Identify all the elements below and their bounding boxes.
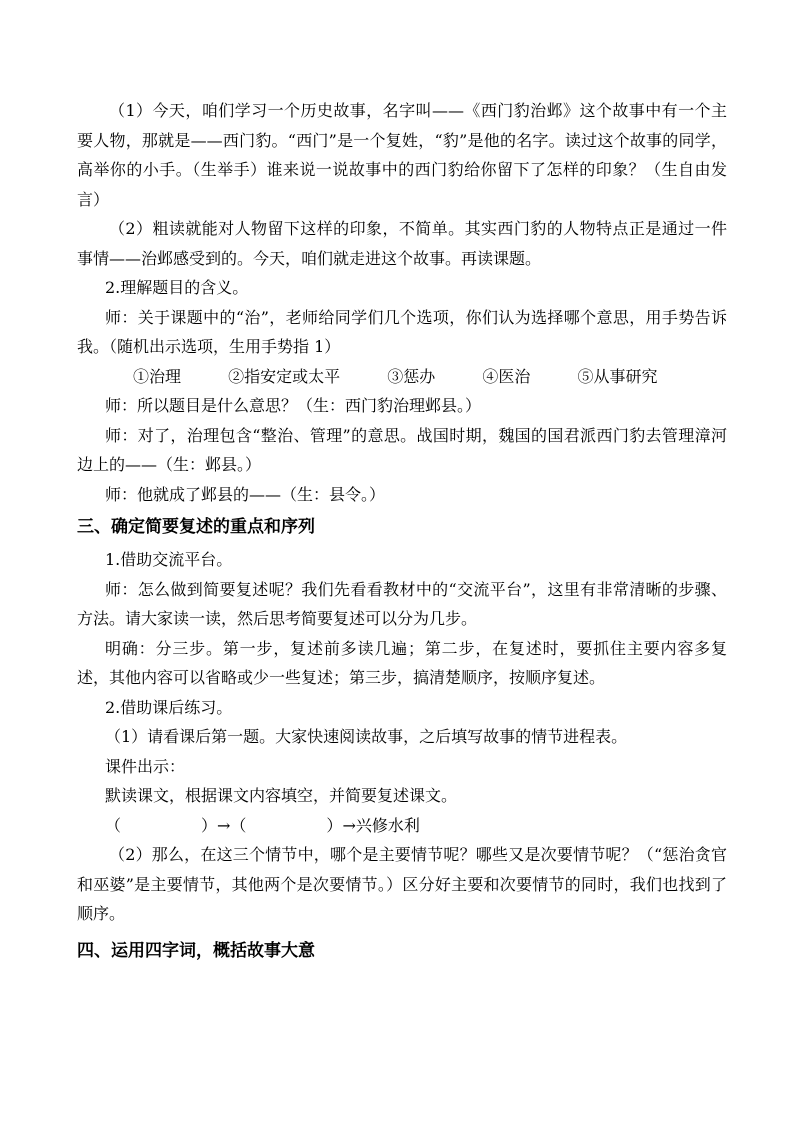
paragraph-courseware: 课件出示： [105, 756, 186, 776]
paragraph-intro-1: （1）今天，咱们学习一个历史故事，名字叫——《西门豹治邺》这个故事中有一个主要人物，那就是——西门豹。“西门”是一个复姓，“豹”是他的名字。读过这个故事的同学，高举你的小手。（生举手）谁来说一说故事中的西门豹给你留下了怎样的印象？（生自由发言） [77, 101, 727, 209]
plot-end: 兴修水利 [355, 815, 420, 835]
paragraph-title-meaning: 师：所以题目是什么意思？（生：西门豹治理邺县。） [105, 396, 482, 415]
paragraph-exercise-2: （2）那么，在这三个情节中，哪个是主要情节呢？哪些又是次要情节呢？（“惩治贪官和巫婆”是主要情节，其他两个是次要情节。）区分好主要和次要情节的同时，我们也找到了顺序。 [77, 845, 727, 923]
arrow-icon: → [217, 815, 231, 835]
options-list [77, 362, 727, 392]
section-heading-3: 三、确定简要复述的重点和序列 [77, 517, 315, 537]
arrow-icon: → [342, 815, 356, 835]
paragraph-exercise-1: （1）请看课后第一题。大家快速阅读故事，之后填写故事的情节进程表。 [105, 727, 628, 746]
blank-2: （ ） [230, 815, 343, 835]
plot-fill-row [77, 811, 727, 841]
step-platform-title: 1.借助交流平台。 [105, 550, 233, 569]
paragraph-teacher-question: 师：关于课题中的“治”，老师给同学们几个选项，你们认为选择哪个意思，用手势告诉我。（随机出示选项，生用手势指 1） [77, 307, 727, 356]
paragraph-governance: 师：对了，治理包含“整治、管理”的意思。战国时期，魏国的国君派西门豹去管理漳河边上的——（生：邺县。） [77, 425, 727, 474]
option-item: ③惩办 [387, 366, 436, 386]
step-exercise-title: 2.借助课后练习。 [105, 697, 233, 717]
option-item: ②指安定或太平 [228, 366, 341, 386]
step-understand-title: 2.理解题目的含义。 [105, 278, 249, 297]
option-item: ④医治 [482, 366, 531, 386]
option-item: ⑤从事研究 [577, 366, 658, 386]
option-item: ①治理 [133, 366, 182, 386]
paragraph-intro-2: （2）粗读就能对人物留下这样的印象，不简单。其实西门豹的人物特点正是通过一件事情——治邺感受到的。今天，咱们就走进这个故事。再读课题。 [77, 219, 727, 268]
section-heading-4: 四、运用四字词，概括故事大意 [77, 940, 315, 961]
paragraph-platform: 师：怎么做到简要复述呢？我们先看看教材中的“交流平台”，这里有非常清晰的步骤、方法。请大家读一读，然后思考简要复述可以分为几步。 [77, 579, 727, 628]
document-body [77, 96, 727, 969]
paragraph-task: 默读课文，根据课文内容填空，并简要复述课文。 [105, 786, 458, 805]
paragraph-clarify-steps: 明确：分三步。第一步，复述前多读几遍；第二步，在复述时，要抓住主要内容多复述，其他内容可以省略或少一些复述；第三步，搞清楚顺序，按顺序复述。 [77, 638, 727, 687]
paragraph-county-magistrate: 师：他就成了邺县的——（生：县令。） [105, 484, 386, 504]
blank-1: （ ） [105, 815, 218, 835]
